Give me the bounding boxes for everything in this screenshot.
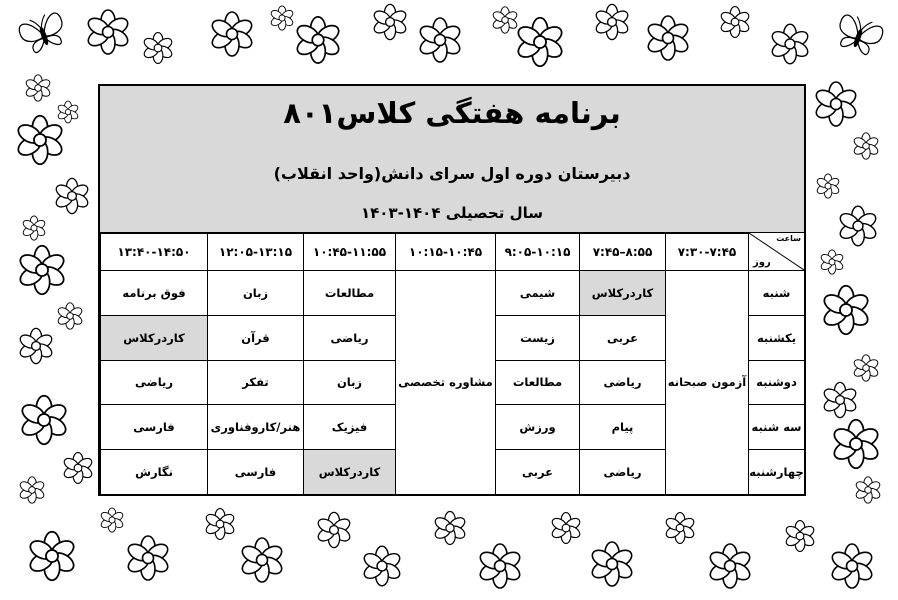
time-slot-1: ۷:۳۰-۷:۴۵ <box>666 233 749 271</box>
time-slot-4: ۱۰:۱۵-۱۰:۴۵ <box>396 233 496 271</box>
day-label: دوشنبه <box>749 360 805 405</box>
class-cell: زبان <box>208 271 304 316</box>
time-slot-7: ۱۳:۴۰-۱۴:۵۰ <box>101 233 208 271</box>
class-cell: ریاضی <box>304 315 396 360</box>
class-cell: فوق برنامه <box>101 271 208 316</box>
class-cell: فارسی <box>208 450 304 495</box>
schedule-sheet <box>98 84 806 496</box>
schedule-header <box>100 86 804 234</box>
class-cell: ورزش <box>496 405 580 450</box>
class-cell: فیزیک <box>304 405 396 450</box>
class-cell: ریاضی <box>580 450 666 495</box>
school-name: دبیرستان دوره اول سرای دانش(واحد انقلاب) <box>273 164 631 183</box>
class-cell: زیست <box>496 315 580 360</box>
weekly-timetable <box>100 232 805 495</box>
day-label: سه شنبه <box>749 405 805 450</box>
time-slot-6: ۱۲:۰۵-۱۳:۱۵ <box>208 233 304 271</box>
class-cell: مطالعات <box>496 360 580 405</box>
class-cell: مطالعات <box>304 271 396 316</box>
class-cell: عربی <box>496 450 580 495</box>
class-cell: شیمی <box>496 271 580 316</box>
class-cell: کاردرکلاس <box>101 315 208 360</box>
academic-year: سال تحصیلی ۱۴۰۴-۱۴۰۳ <box>361 204 543 222</box>
class-cell: فارسی <box>101 405 208 450</box>
day-row-saturday <box>101 271 805 316</box>
class-cell: ریاضی <box>101 360 208 405</box>
day-label: چهارشنبه <box>749 450 805 495</box>
time-slot-2: ۷:۴۵–۸:۵۵ <box>580 233 666 271</box>
class-cell: کاردرکلاس <box>580 271 666 316</box>
class-cell: پیام <box>580 405 666 450</box>
day-label: شنبه <box>749 271 805 316</box>
time-header-row <box>101 233 805 271</box>
class-cell: کاردرکلاس <box>304 450 396 495</box>
time-slot-5: ۱۰:۴۵-۱۱:۵۵ <box>304 233 396 271</box>
class-cell: قرآن <box>208 315 304 360</box>
morning-exam-cell: آزمون صبحانه <box>666 271 749 495</box>
day-time-corner-cell <box>749 233 805 271</box>
page-title: برنامه هفتگی کلاس۸۰۱ <box>283 96 621 130</box>
class-cell: تفکر <box>208 360 304 405</box>
time-slot-3: ۹:۰۵-۱۰:۱۵ <box>496 233 580 271</box>
class-cell: عربی <box>580 315 666 360</box>
class-cell: نگارش <box>101 450 208 495</box>
class-cell: هنر/کاروفناوری <box>208 405 304 450</box>
day-label: یکشنبه <box>749 315 805 360</box>
corner-time-label: ساعت <box>776 234 801 243</box>
class-cell: زبان <box>304 360 396 405</box>
corner-day-label: روز <box>753 257 771 268</box>
class-cell: ریاضی <box>580 360 666 405</box>
consultation-cell: مشاوره تخصصی <box>396 271 496 495</box>
